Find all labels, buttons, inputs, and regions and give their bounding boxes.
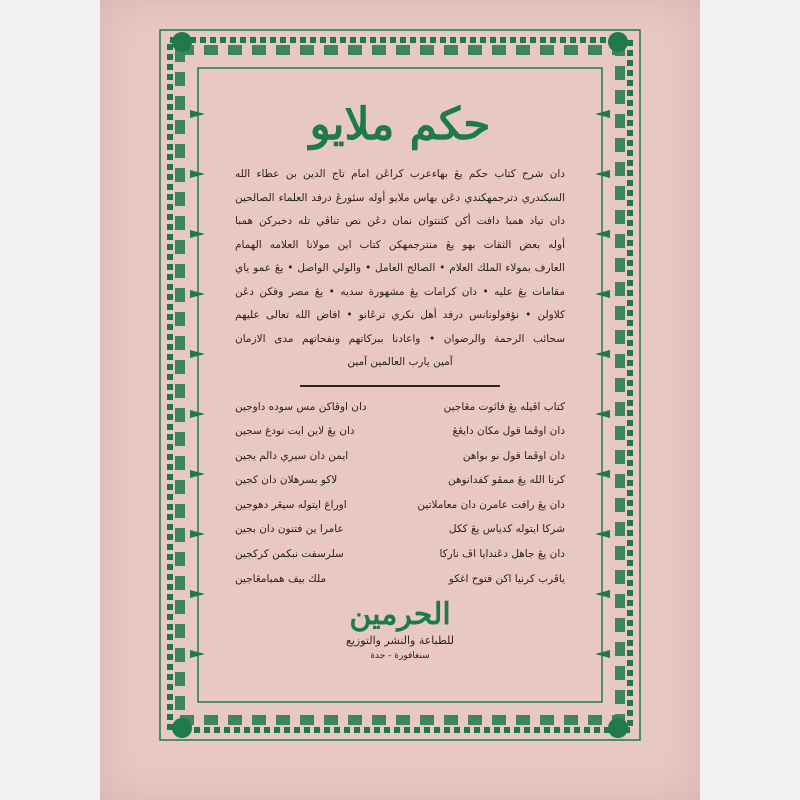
verse-row [235, 517, 565, 542]
intro-line: أوله بعض الثقات بهو يڠ منترجمهكن كتاب اين مولانا العلامه الهمام [235, 238, 565, 251]
publisher-subtitle: للطباعة والنشر والتوزيع [345, 634, 454, 648]
verse-row [235, 419, 565, 444]
verse-right: ايمن دان سيري دالم يجين [235, 449, 349, 462]
intro-line: سحائب الرحمة والرضوان • واعادنا ببركاتهم ونفحاتهم مدى الازمان [235, 332, 565, 345]
verse-row [235, 493, 565, 518]
verse-left: ياڤرب كرنيا اكن فتوح اغكو [448, 572, 565, 585]
intro-line: كلاولن • نؤفولونانس درفد أهل نكري ترڠانو • افاض الله تعالى عليهم [235, 309, 565, 321]
verse-right: دان اوڤاكن مس سوده داوجين [235, 400, 367, 413]
book-cover [100, 0, 700, 800]
intro-text [235, 163, 565, 375]
verse-left: كتاب اڤيله يڠ فائوت مڠاجين [443, 400, 565, 413]
verse-row [235, 468, 565, 493]
verse-left: دان اوڤما قول نو بواهن [462, 449, 565, 462]
verse-right: عامرا ين فتنون دان بجين [235, 523, 344, 536]
intro-line: دان تياد همبا دافت أكن كتنتوان نمان دڠن نص تناڤي تله دخبركن همبا [235, 215, 565, 227]
verse-left: دان اوڤما قول مكان دايڠڠ [452, 425, 565, 438]
verse-list [235, 395, 565, 592]
verse-left: شركا ايتوله كدياس يڠ ككل [448, 523, 565, 536]
verse-left: دان يڠ رافت عامرن دان معاملاتين [417, 498, 565, 511]
verse-row [235, 542, 565, 567]
verse-right: اوراغ ايتوله سيڠر دهوجين [235, 498, 347, 511]
verse-right: ملك بيف همبامڠاجين [235, 572, 327, 585]
verse-left: كرنا الله يڠ ممڤو كفدانوهن [447, 474, 565, 487]
intro-line: العارف بمولاء الملك العلام • الصالح العامل • والولي الواصل • يڠ عمو ياي [235, 262, 565, 274]
verse-right: دان يڠ لاين ايت نودغ سجين [235, 425, 355, 438]
verse-row [235, 567, 565, 592]
publisher-city: سنغافورة - جدة [370, 651, 430, 662]
intro-line: دان شرح كتاب حكم يڠ بهاءعرب كراڠن امام تاج الدين بن عطاء الله [235, 168, 565, 180]
verse-row [235, 395, 565, 420]
book-title: حكم ملايو [309, 99, 491, 150]
verse-row [235, 444, 565, 469]
verse-right: لاكو بسرهلان دان كجين [235, 474, 338, 487]
verse-right: سلرسفت نبكمن كركجين [235, 548, 344, 561]
verse-left: دان يڠ جاهل دڠندايا اڤ ناركا [439, 548, 565, 561]
intro-line: مقامات يڠ عليه • دان كرامات يڠ مشهورة سديه • يڠ مصر وفكن دڠن [235, 285, 565, 298]
intro-line: السكندري دترجمهكندي دڠن بهاس ملايو أوله سئورڠ درفد العلماء الصالحين [235, 191, 565, 204]
intro-line: آمين يارب العالمين آمين [347, 356, 453, 368]
publisher-logo: الحرمين [349, 597, 451, 633]
section-divider [300, 385, 500, 387]
page-content [235, 95, 565, 695]
